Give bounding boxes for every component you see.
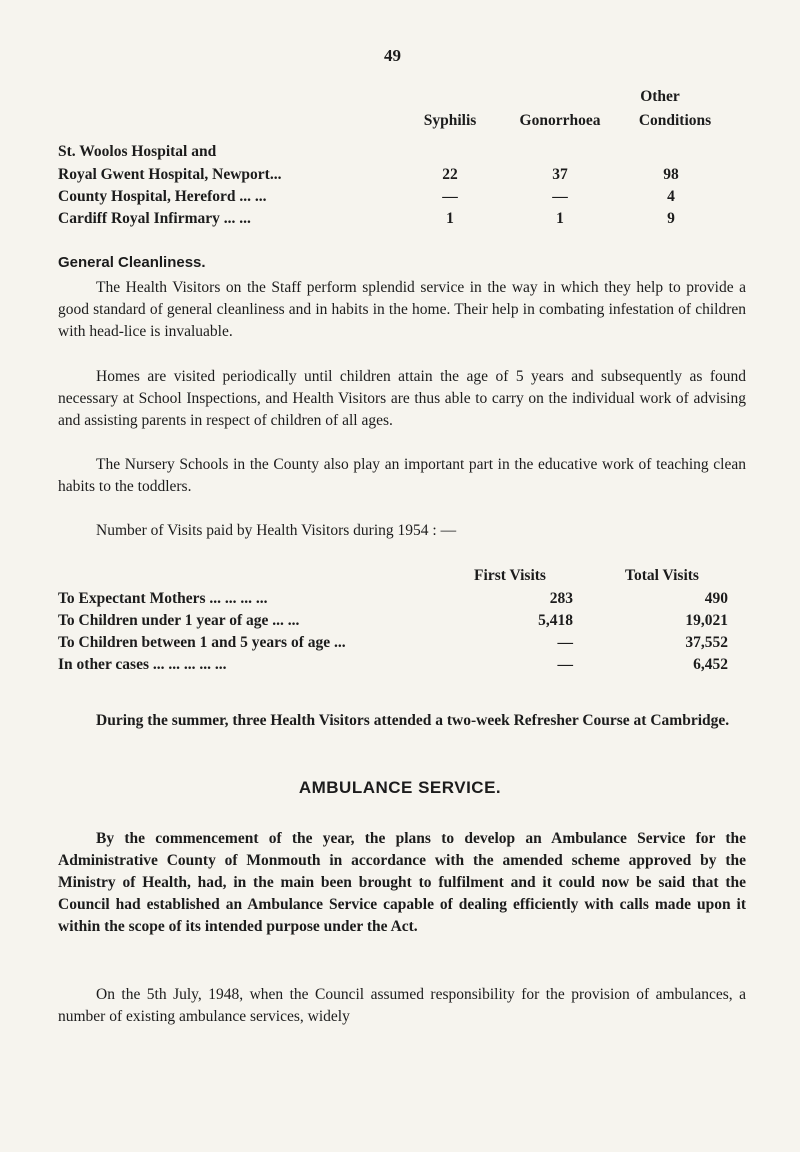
header-total-visits: Total Visits (625, 567, 699, 584)
paragraph-nursery-schools: The Nursery Schools in the County also play an important part in the educative work of teaching clean habits to the toddlers. (58, 456, 746, 495)
cell-total-visits: 37,552 (685, 634, 728, 651)
table-row (58, 656, 758, 678)
cell-syphilis: 22 (442, 166, 458, 183)
cell-other: 4 (667, 188, 675, 205)
table-row (58, 590, 758, 612)
row-label: County Hospital, Hereford ... ... (58, 188, 267, 205)
paragraph-refresher-course: During the summer, three Health Visitors attended a two-week Refresher Course at Cambridge. (96, 712, 730, 729)
header-gonorrhoea: Gonorrhoea (519, 112, 601, 129)
paragraph-ambulance-history: On the 5th July, 1948, when the Council assumed responsibility for the provision of ambulances, a number of existing ambulance services, widely (58, 986, 746, 1025)
header-first-visits: First Visits (474, 567, 546, 584)
page-number: 49 (384, 46, 401, 65)
row-label: To Children under 1 year of age ... ... (58, 612, 300, 629)
cell-total-visits: 6,452 (693, 656, 728, 673)
cell-syphilis: 1 (446, 210, 454, 227)
table-row (58, 143, 758, 165)
cell-gonorrhoea: 1 (556, 210, 564, 227)
cell-gonorrhoea: 37 (552, 166, 568, 183)
table-row (58, 210, 758, 232)
cell-other: 9 (667, 210, 675, 227)
row-label: To Expectant Mothers ... ... ... ... (58, 590, 268, 607)
header-syphilis: Syphilis (423, 112, 477, 129)
general-cleanliness-heading: General Cleanliness. (58, 254, 206, 271)
header-other-line2: Conditions (638, 112, 712, 129)
paragraph-homes-visited: Homes are visited periodically until children attain the age of 5 years and subsequently as found necessary at School Inspections, and Health Visitors are thus able to carry on the individual work of advising and assisting parents in respect of children of all ages. (58, 368, 746, 429)
table-row (58, 612, 758, 634)
paragraph-visits-intro: Number of Visits paid by Health Visitors during 1954 : — (96, 522, 457, 539)
table-row (58, 188, 758, 210)
row-label: In other cases ... ... ... ... ... (58, 656, 227, 673)
cell-total-visits: 19,021 (685, 612, 728, 629)
cell-syphilis: — (442, 188, 458, 205)
row-label: Cardiff Royal Infirmary ... ... (58, 210, 251, 227)
paragraph-health-visitors: The Health Visitors on the Staff perform splendid service in the way in which they help to provide a good standard of general cleanliness and in habits in the home. Their help in combating infestation of children with head-lice is invaluable. (58, 279, 746, 340)
cell-gonorrhoea: — (552, 188, 568, 205)
header-other-line1: Other (640, 88, 680, 105)
cell-first-visits: — (557, 634, 573, 651)
row-label: To Children between 1 and 5 years of age ... (58, 634, 346, 651)
table-row (58, 634, 758, 656)
ambulance-service-heading: AMBULANCE SERVICE. (298, 778, 502, 797)
cell-total-visits: 490 (704, 590, 728, 607)
cell-first-visits: 283 (549, 590, 573, 607)
row-label: Royal Gwent Hospital, Newport... (58, 166, 282, 183)
row-label: St. Woolos Hospital and (58, 143, 217, 160)
cell-first-visits: — (557, 656, 573, 673)
paragraph-ambulance-commencement: By the commencement of the year, the plans to develop an Ambulance Service for the Administrative County of Monmouth in accordance with the amended scheme approved by the Ministry of Health, had, in the main been brought to fulfilment and it could now be said that the Council had established an Ambulance Service capable of dealing efficiently with calls made upon it within the scope of its intended purpose under the Act. (58, 830, 746, 935)
cell-other: 98 (663, 166, 679, 183)
cell-first-visits: 5,418 (538, 612, 573, 629)
table-row (58, 166, 758, 188)
